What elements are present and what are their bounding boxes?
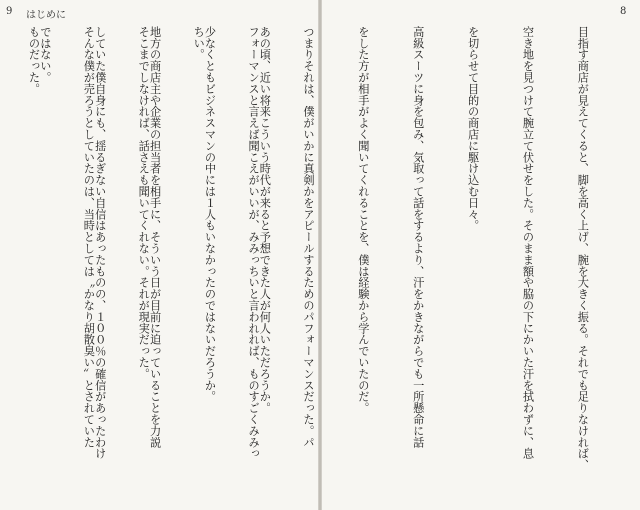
body-line: を切らせて目的の商店に駆け込む日々。 — [466, 26, 480, 232]
body-line: あの頃、近い将来こういう時代が来ると予想できた人が何人いただろうか。 — [258, 26, 272, 414]
body-line: 地方の商店主や企業の担当者を相手に、そういう日が目前に迫っていることを力説 — [148, 26, 162, 448]
body-line: をした方が相手がよく聞いてくれることを、僕は経験から学んでいたのだ。 — [356, 26, 370, 414]
body-line: フォーマンスと言えば聞こえがいいが、みみっちいと言われれば、ものすごくみみっ — [247, 26, 261, 460]
body-line: そんな僕が売ろうとしていたのは、当時としては〝かなり胡散臭い〟とされていた — [82, 26, 96, 448]
body-line: 少なくともビジネスマンの中には１人もいなかったのではないだろうか。 — [203, 26, 217, 403]
body-line: 目指す商店が見えてくると、脚を高く上げ、腕を大きく振る。それでも足りなければ、 — [576, 26, 590, 471]
body-line: ものだった。 — [27, 26, 41, 95]
body-line: そこまでしなければ、話さえも聞いてくれない。それが現実だった。 — [137, 26, 151, 380]
body-line: つまりそれは、僕がいかに真剣かをアピールするためのパフォーマンスだった。パ — [301, 26, 315, 448]
running-head: はじめに — [26, 10, 66, 21]
left-page-number: 9 — [6, 6, 13, 17]
body-line: していた僕自身にも、揺るぎない自信はあったものの、１００％の確信があったわけ — [93, 26, 107, 460]
body-line: 空き地を見つけて腕立て伏せをした。そのまま額や脇の下にかいた汗を拭わずに、息 — [521, 26, 535, 460]
body-line: ではない。 — [38, 26, 52, 83]
body-line: 高級スーツに身を包み、気取って話をするより、汗をかきながらでも一所懸命に話 — [411, 26, 425, 448]
body-line: ちい。 — [192, 26, 206, 61]
right-page-number: 8 — [620, 6, 627, 17]
